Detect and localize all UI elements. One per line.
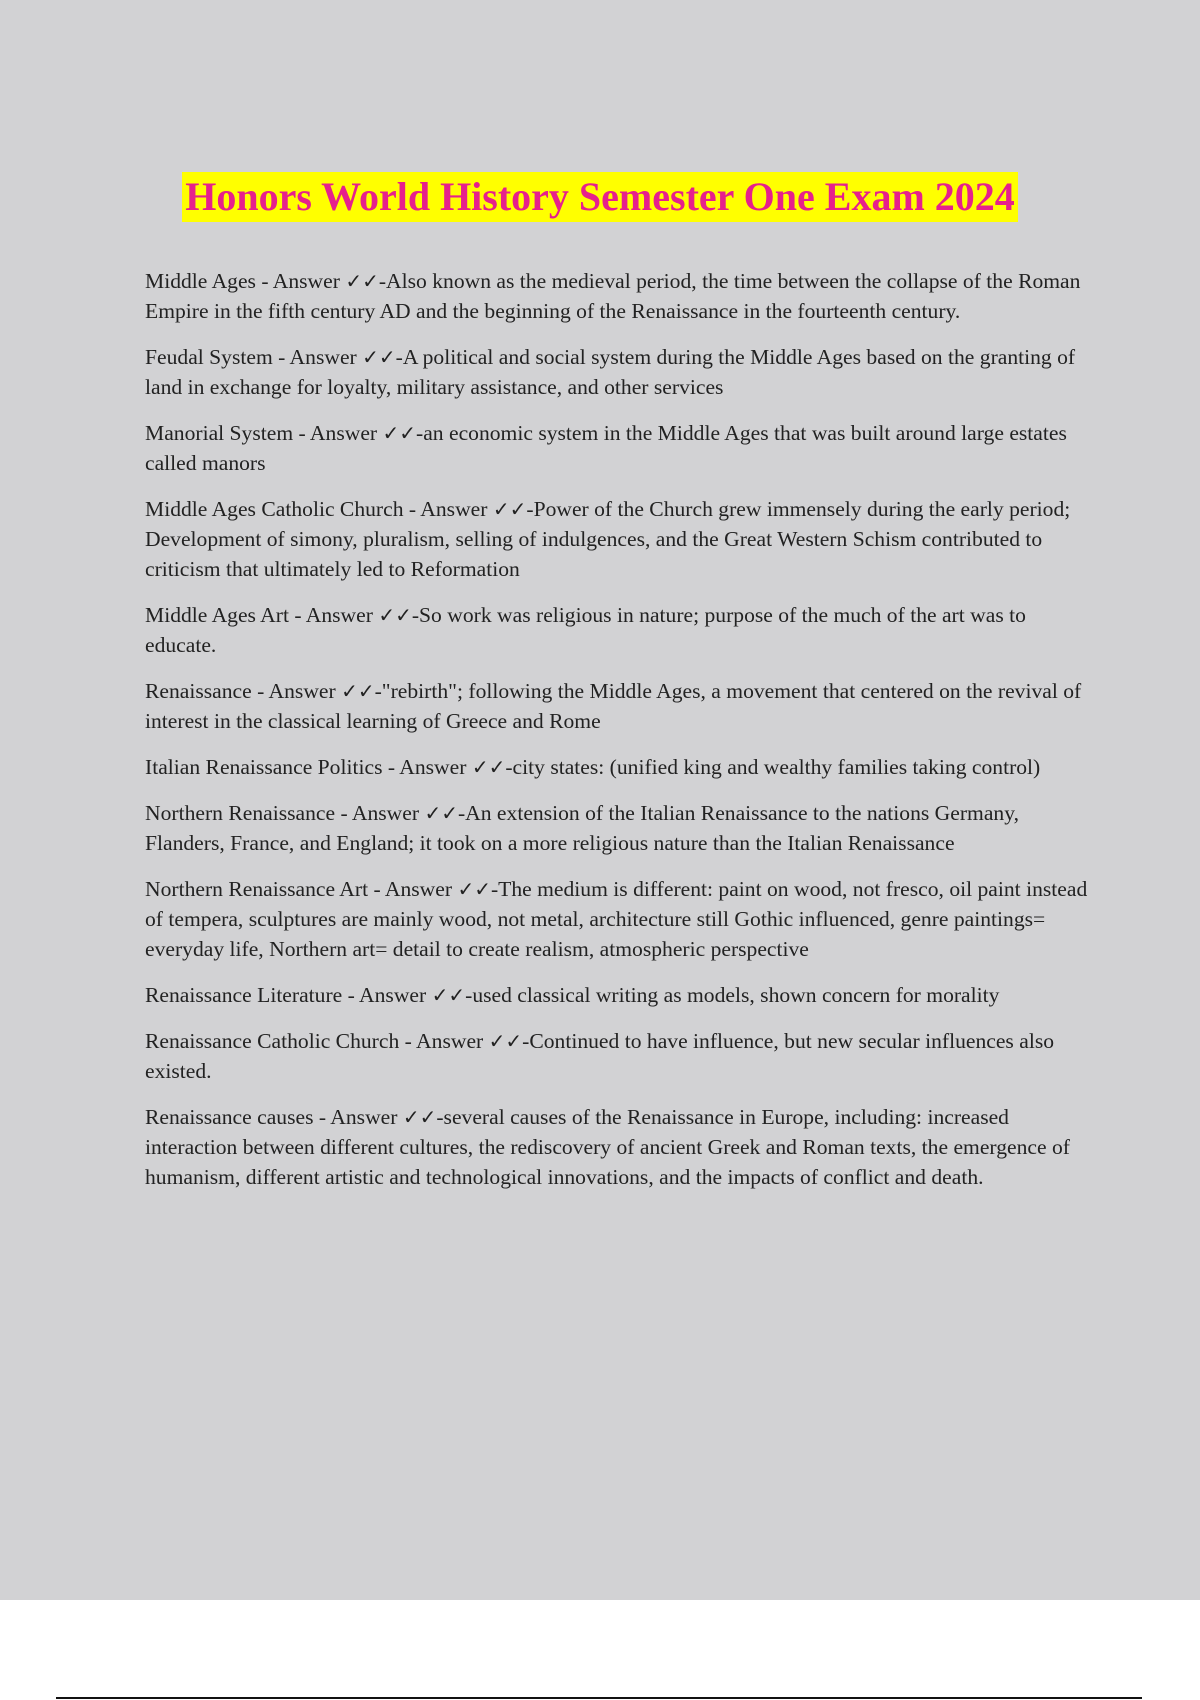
entry-term: Feudal System - Answer: [145, 345, 363, 369]
entry-item: [145, 494, 1090, 584]
check-icon: ✓✓: [488, 1029, 523, 1053]
check-icon: ✓✓: [378, 603, 412, 627]
entry-item: [145, 798, 1090, 858]
check-icon: ✓✓: [457, 877, 491, 901]
entry-item: [145, 342, 1090, 402]
entry-answer: -So work was religious in nature; purpose of the much of the art was to educate.: [145, 603, 1026, 657]
entry-answer: -The medium is different: paint on wood, not fresco, oil paint instead of tempera, sculptures are mainly wood, not metal, architecture still Gothic influenced, genre paintings= everyday life, Northern art= detail to create realism, atmospheric perspective: [145, 877, 1088, 961]
check-icon: ✓✓: [345, 269, 379, 293]
entry-term: Renaissance Catholic Church - Answer: [145, 1029, 489, 1053]
entry-item: [145, 600, 1090, 660]
entry-term: Northern Renaissance - Answer: [145, 801, 425, 825]
page-title: Honors World History Semester One Exam 2024: [182, 172, 1018, 222]
check-icon: ✓✓: [341, 679, 375, 703]
footer-divider: [56, 1697, 1142, 1699]
entry-term: Middle Ages Art - Answer: [145, 603, 379, 627]
entry-answer: -Also known as the medieval period, the time between the collapse of the Roman Empire in the fifth century AD and the beginning of the Renaissance in the fourteenth century.: [145, 269, 1081, 323]
entry-item: [145, 980, 1090, 1010]
entry-item: [145, 752, 1090, 782]
check-icon: ✓✓: [431, 983, 466, 1007]
check-icon: ✓✓: [424, 801, 458, 825]
check-icon: ✓✓: [382, 421, 417, 445]
entry-list: [145, 266, 1090, 1208]
entry-term: Northern Renaissance Art - Answer: [145, 877, 458, 901]
entry-term: Renaissance Literature - Answer: [145, 983, 432, 1007]
entry-item: [145, 1102, 1090, 1192]
entry-answer: -An extension of the Italian Renaissance to the nations Germany, Flanders, France, and England; it took on a more religious nature than the Italian Renaissance: [145, 801, 1020, 855]
entry-term: Middle Ages - Answer: [145, 269, 346, 293]
entry-answer: -city states: (unified king and wealthy families taking control): [505, 755, 1041, 779]
entry-term: Renaissance causes - Answer: [145, 1105, 403, 1129]
entry-answer: -used classical writing as models, shown concern for morality: [465, 983, 1000, 1007]
check-icon: ✓✓: [402, 1105, 437, 1129]
check-icon: ✓✓: [492, 497, 527, 521]
check-icon: ✓✓: [362, 345, 396, 369]
entry-term: Manorial System - Answer: [145, 421, 383, 445]
entry-item: [145, 676, 1090, 736]
entry-answer: -"rebirth"; following the Middle Ages, a movement that centered on the revival of interest in the classical learning of Greece and Rome: [145, 679, 1082, 733]
entry-term: Middle Ages Catholic Church - Answer: [145, 497, 493, 521]
title-container: [0, 172, 1200, 222]
entry-answer: -an economic system in the Middle Ages that was built around large estates called manors: [145, 421, 1067, 475]
entry-item: [145, 266, 1090, 326]
entry-term: Renaissance - Answer: [145, 679, 342, 703]
entry-term: Italian Renaissance Politics - Answer: [145, 755, 472, 779]
entry-item: [145, 1026, 1090, 1086]
entry-answer: -A political and social system during the Middle Ages based on the granting of land in exchange for loyalty, military assistance, and other services: [145, 345, 1076, 399]
entry-item: [145, 874, 1090, 964]
entry-item: [145, 418, 1090, 478]
entry-answer: -Continued to have influence, but new secular influences also existed.: [145, 1029, 1055, 1083]
check-icon: ✓✓: [471, 755, 506, 779]
entry-answer: -several causes of the Renaissance in Europe, including: increased interaction between different cultures, the rediscovery of ancient Greek and Roman texts, the emergence of humanism, different artistic and technological innovations, and the impacts of conflict and death.: [145, 1105, 1070, 1189]
entry-answer: -Power of the Church grew immensely during the early period; Development of simony, pluralism, selling of indulgences, and the Great Western Schism contributed to criticism that ultimately led to Reformation: [145, 497, 1071, 581]
